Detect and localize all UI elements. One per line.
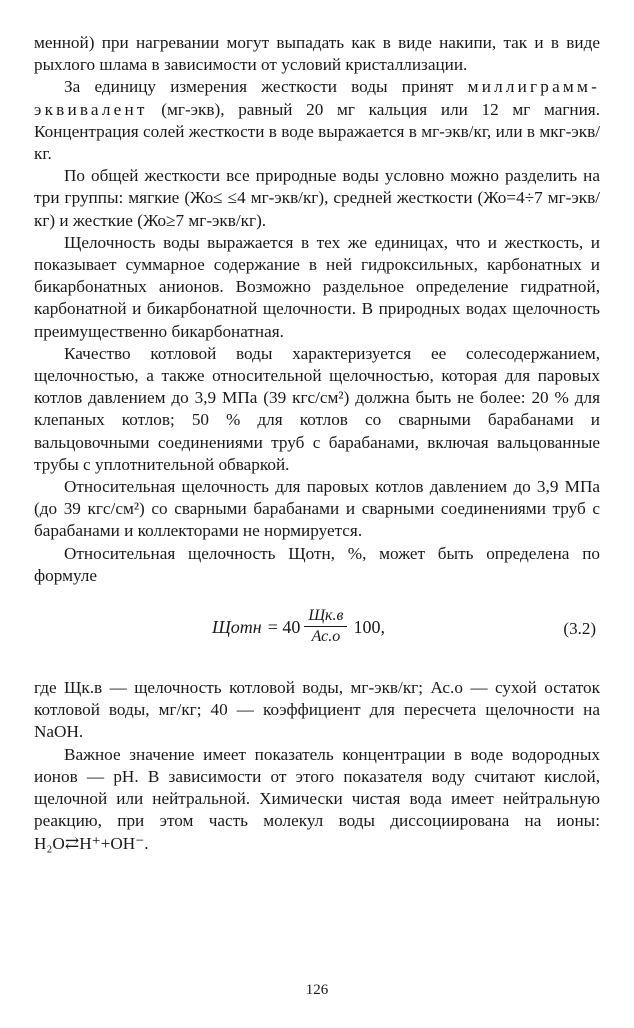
formula-expression: [212, 607, 385, 646]
formula-equals-coefficient: = 40: [267, 616, 301, 637]
hardness-unit-intro: За единицу измерения жесткости воды принят: [64, 77, 454, 97]
paragraph-scale-formation: менной) при нагревании могут выпадать как в виде накипи, так и в виде рыхлого шлама в зависимости от условий кристаллизации.: [34, 33, 600, 75]
hardness-unit-definition: (мг-экв), равный 20 мг кальция или 12 мг магния. Концентрация солей жесткости в воде выражается в мг-экв/кг, или в мкг-экв/кг.: [34, 99, 600, 164]
page-body: [34, 32, 600, 855]
paragraph-hardness-groups: По общей жесткости все природные воды условно можно разделить на три группы: мягкие (Жо≤ ≤4 мг-экв/кг), средней жесткости (Жо=4÷7 мг-экв/кг) и жесткие (Жо≥7 мг-экв/кг).: [34, 166, 600, 230]
formula-tail: 100,: [353, 616, 385, 637]
paragraph-boiler-water-quality: Качество котловой воды характеризуется ее солесодержанием, щелочностью, а также относительной щелочностью, которая для паровых котлов давлением до 3,9 МПа (39 кгс/см²) должна быть не более: 20 % для клепаных котлов; 50 % для котлов со сварными барабанами и вальцовочными соединениями труб с барабанами, включая вальцованные трубы с уплотнительной обваркой.: [34, 343, 600, 474]
paragraph-formula-legend: где Щк.в — щелочность котловой воды, мг-экв/кг; Ас.о — сухой остаток котловой воды, мг/кг; 40 — коэффициент для пересчета щелочности на NaOH.: [34, 678, 600, 742]
page-number: 126: [305, 982, 329, 998]
paragraph-relative-alkalinity-norm: Относительная щелочность для паровых котлов давлением до 3,9 МПа (до 39 кгс/см²) со сварными барабанами и сварными соединениями труб с барабанами и коллекторами не нормируется.: [34, 477, 600, 541]
formula-3-2: [34, 601, 600, 665]
formula-numerator: Щк.в: [304, 607, 347, 627]
unit-term-milligram-equivalent: миллиграмм-эквивалент: [34, 77, 600, 119]
paragraph-ph: Важное значение имеет показатель концентрации в воде водородных ионов — pH. В зависимости от этого показателя воду считают кислой, щелочной или нейтральной. Химически чистая вода имеет нейтральную реакцию, при этом часть молекул воды диссоциирована на ионы: H₂O⇄H⁺+OH⁻.: [34, 744, 600, 853]
paragraph-hardness-unit: [34, 76, 600, 165]
paragraph-alkalinity: Щелочность воды выражается в тех же единицах, что и жесткость, и показывает суммарное содержание в ней гидроксильных, карбонатных и бикарбонатных анионов. Возможно раздельное определение гидратной, карбонатной и бикарбонатной щелочности. В природных водах щелочность преимущественно бикарбонатная.: [34, 232, 600, 341]
paragraph-formula-intro: Относительная щелочность Щотн, %, может быть определена по формуле: [34, 543, 600, 585]
formula-denominator: Ас.о: [311, 628, 341, 646]
formula-lhs: Щотн: [212, 616, 262, 637]
formula-fraction: [304, 607, 347, 646]
equation-number: (3.2): [563, 619, 596, 639]
